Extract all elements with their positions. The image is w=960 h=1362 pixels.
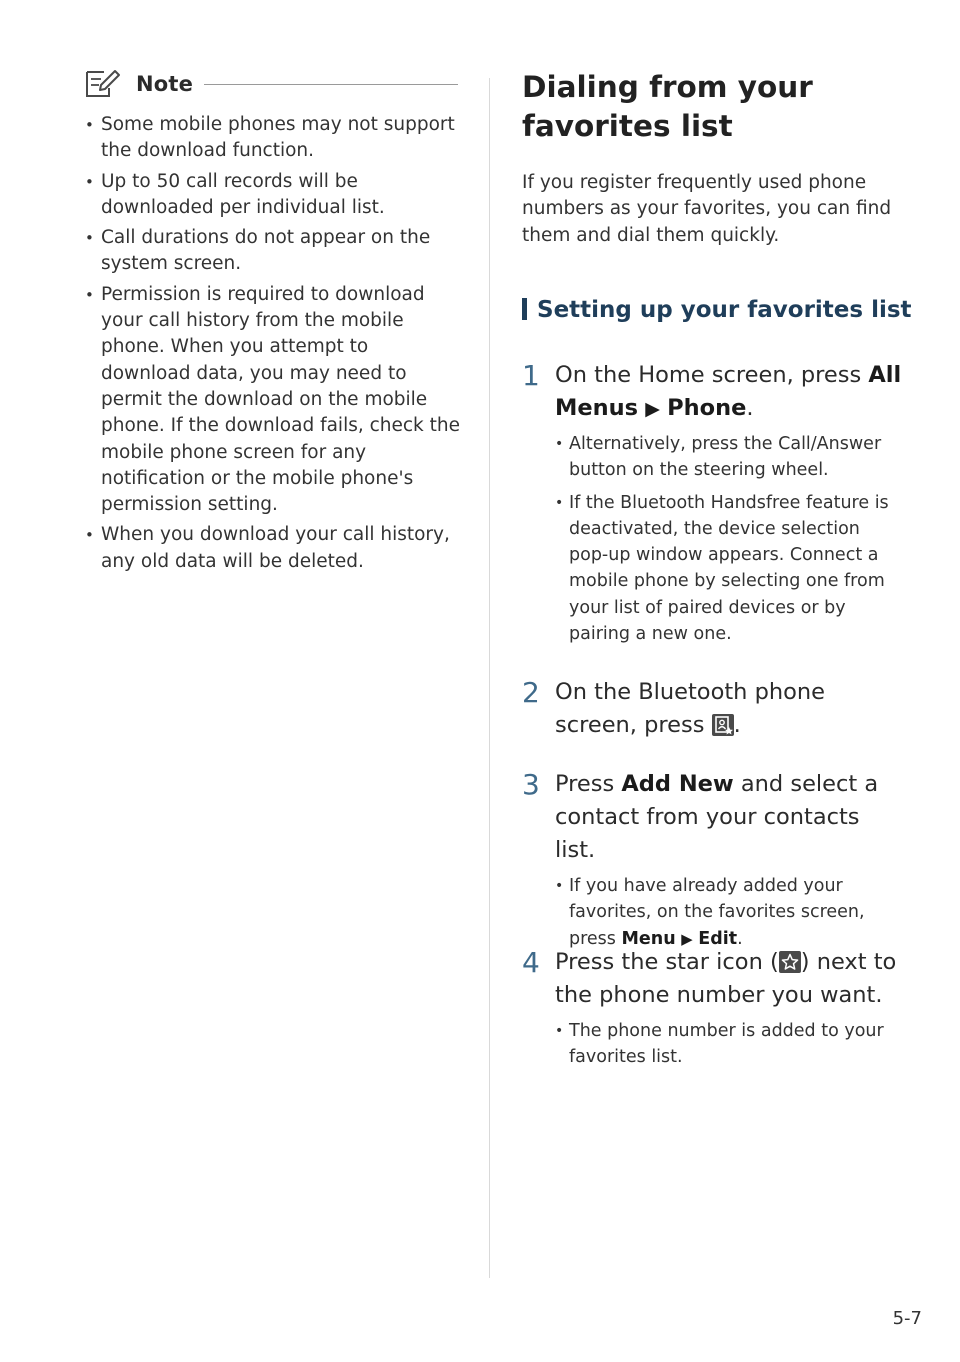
page-number: 5-7 [892,1308,922,1329]
step-text [555,359,902,425]
bullet-text-part: . [737,928,743,949]
bullet-text-part: If you have already added your favorites, on the favorites screen, press [569,876,865,949]
step-4 [522,946,902,1077]
step-text-part: Press the star icon ( [555,949,779,975]
step-text-part: Press [555,771,622,797]
section-heading-text: Setting up your favorites list [537,297,912,323]
step-text [555,768,902,867]
step-number: 4 [522,946,540,979]
step-bullet [555,873,902,952]
section-heading [522,294,922,326]
step-2 [522,676,902,742]
menu-term: All Menus [555,362,902,421]
step-text-part: On the Bluetooth phone screen, press [555,679,825,738]
note-label: Note [136,72,194,96]
note-item: • Up to 50 call records will be downloaded per individual list. [84,169,460,222]
step-3 [522,768,902,958]
note-item: • Call durations do not appear on the system screen. [84,225,460,278]
note-header [84,66,458,106]
menu-term: Menu [621,928,676,949]
note-item: • Permission is required to download your call history from the mobile phone. When you attempt to download data, you may need to permit the download on the mobile phone. If the download fails, check the mobile phone screen for any notification or the mobile phone's permission setting. [84,282,460,519]
arrow-icon: ▶ [681,929,693,948]
menu-term: Edit [698,928,738,949]
step-number: 2 [522,676,540,709]
step-text-part: . [733,712,741,738]
step-text-part: On the Home screen, press [555,362,869,388]
add-favorite-contact-icon [712,714,734,736]
step-text [555,676,902,742]
step-number: 1 [522,359,540,392]
note-pencil-icon [84,68,122,102]
arrow-icon: ▶ [645,397,660,420]
step-1 [522,359,902,653]
step-bullet: • Alternatively, press the Call/Answer button on the steering wheel. [555,431,902,484]
step-text [555,946,902,1012]
note-item: • Some mobile phones may not support the download function. [84,112,460,165]
step-text-part: and select a contact from your contacts list. [555,771,879,863]
column-divider [489,78,490,1278]
star-icon [779,951,801,973]
step-bullets [555,873,902,952]
step-text-part: ) next to the phone number you want. [555,949,897,1008]
note-list [84,112,460,579]
button-term: Add New [621,771,734,797]
step-bullet: • The phone number is added to your favorites list. [555,1018,902,1071]
menu-term: Phone [667,395,747,421]
heading-bar [522,298,527,320]
step-bullet: • If the Bluetooth Handsfree feature is deactivated, the device selection pop-up window appears. Connect a mobile phone by selecting one from your list of paired devices or by pairing a new one. [555,490,902,648]
step-bullets [555,431,902,647]
note-rule [204,84,458,85]
step-bullets [555,1018,902,1071]
step-text-part: . [746,395,754,421]
note-item: • When you download your call history, any old data will be deleted. [84,522,460,575]
page-title: Dialing from your favorites list [522,70,813,143]
step-number: 3 [522,768,540,801]
intro-paragraph: If you register frequently used phone numbers as your favorites, you can find them and dial them quickly. [522,172,892,246]
